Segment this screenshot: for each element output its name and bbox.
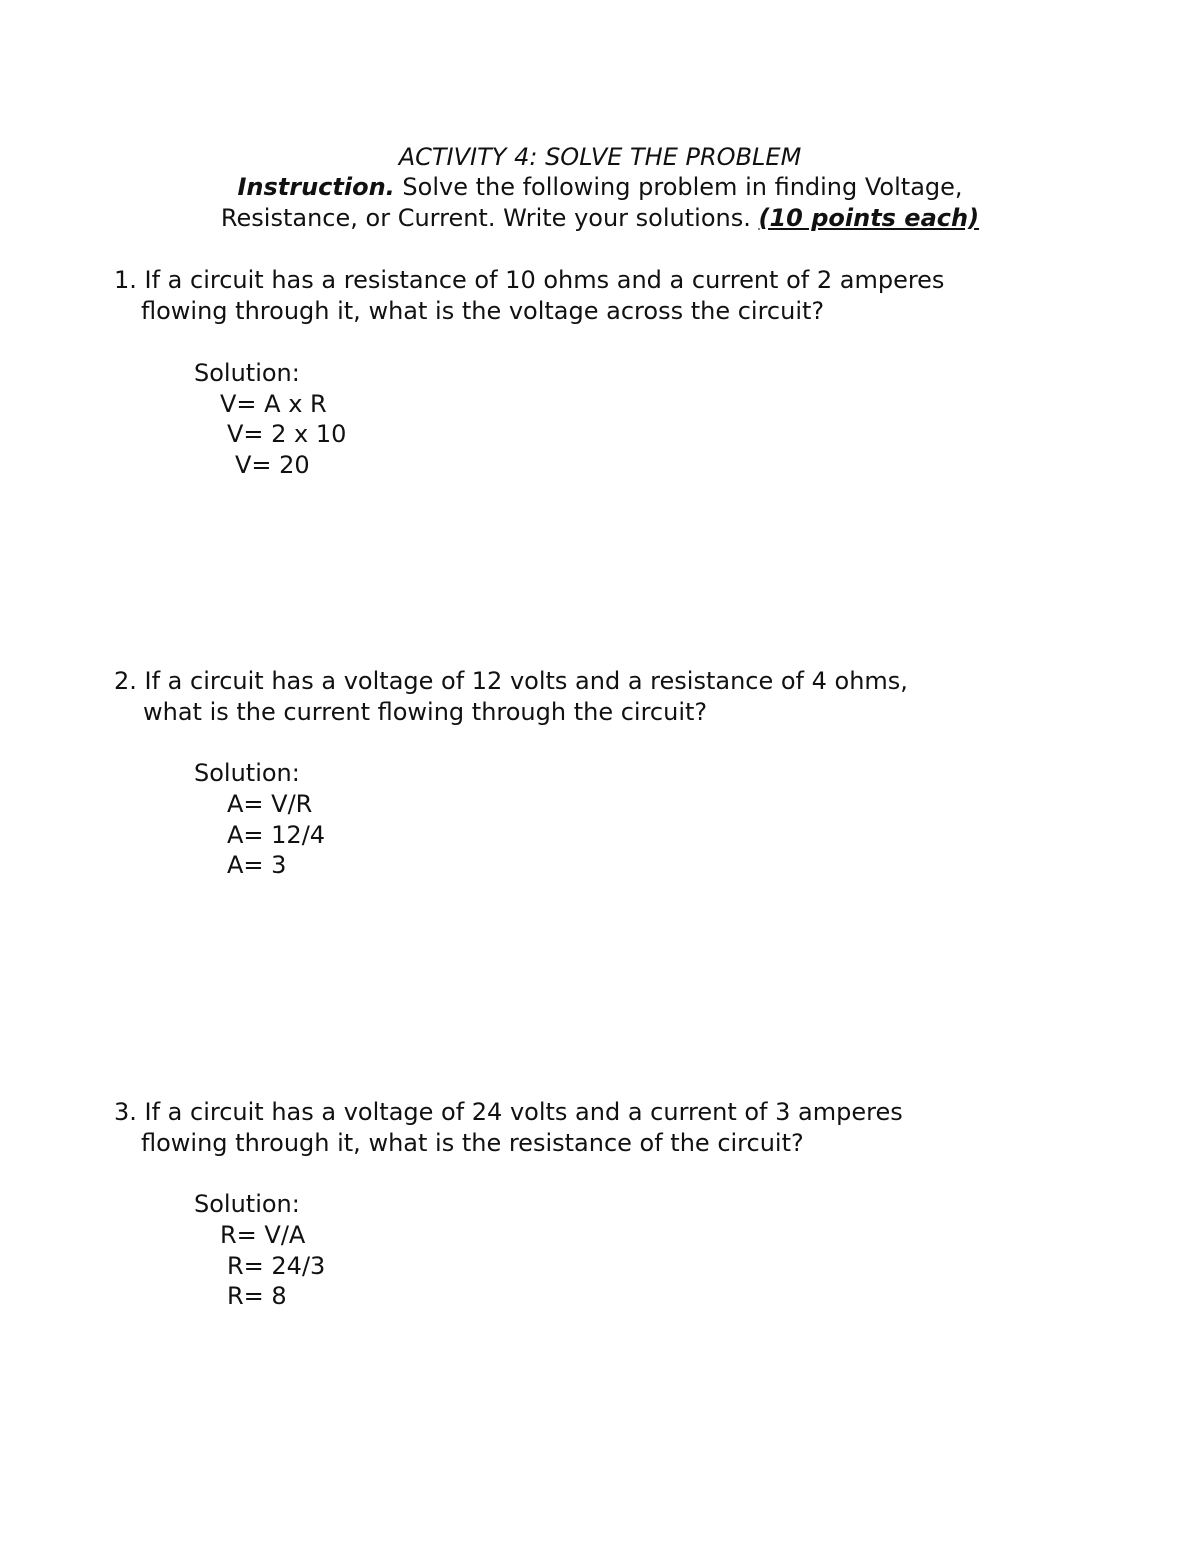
problem-3-step-3: R= 8 xyxy=(227,1282,287,1310)
points-note: (10 points each) xyxy=(758,204,980,232)
problem-2-solution-label: Solution: xyxy=(194,759,300,787)
problem-3-step-2: R= 24/3 xyxy=(227,1252,326,1280)
problem-3-line-2: flowing through it, what is the resistance of the circuit? xyxy=(141,1129,804,1157)
problem-2-line-1: 2. If a circuit has a voltage of 12 volts and a resistance of 4 ohms, xyxy=(114,667,908,695)
instruction-text-2: Resistance, or Current. Write your solutions. xyxy=(220,204,759,232)
problem-2-step-3: A= 3 xyxy=(227,851,287,879)
problem-3-step-1: R= V/A xyxy=(220,1221,306,1249)
problem-2-line-2: what is the current flowing through the circuit? xyxy=(143,698,708,726)
activity-title: ACTIVITY 4: SOLVE THE PROBLEM xyxy=(398,143,802,171)
instruction-label: Instruction. xyxy=(237,173,395,201)
problem-3-line-1: 3. If a circuit has a voltage of 24 volts and a current of 3 amperes xyxy=(114,1098,903,1126)
instruction-text-1: Solve the following problem in finding Voltage, xyxy=(394,173,963,201)
problem-1-line-1: 1. If a circuit has a resistance of 10 ohms and a current of 2 amperes xyxy=(114,266,945,294)
problem-2-step-2: A= 12/4 xyxy=(227,821,326,849)
problem-1-solution-label: Solution: xyxy=(194,359,300,387)
problem-3-solution-label: Solution: xyxy=(194,1190,300,1218)
problem-2-step-1: A= V/R xyxy=(227,790,313,818)
problem-1-step-1: V= A x R xyxy=(220,390,327,418)
problem-1-line-2: flowing through it, what is the voltage across the circuit? xyxy=(141,297,825,325)
problem-1-step-2: V= 2 x 10 xyxy=(227,420,347,448)
instruction-line-2 xyxy=(0,203,1200,233)
problem-1-step-3: V= 20 xyxy=(235,451,310,479)
instruction-line-1 xyxy=(0,172,1200,202)
